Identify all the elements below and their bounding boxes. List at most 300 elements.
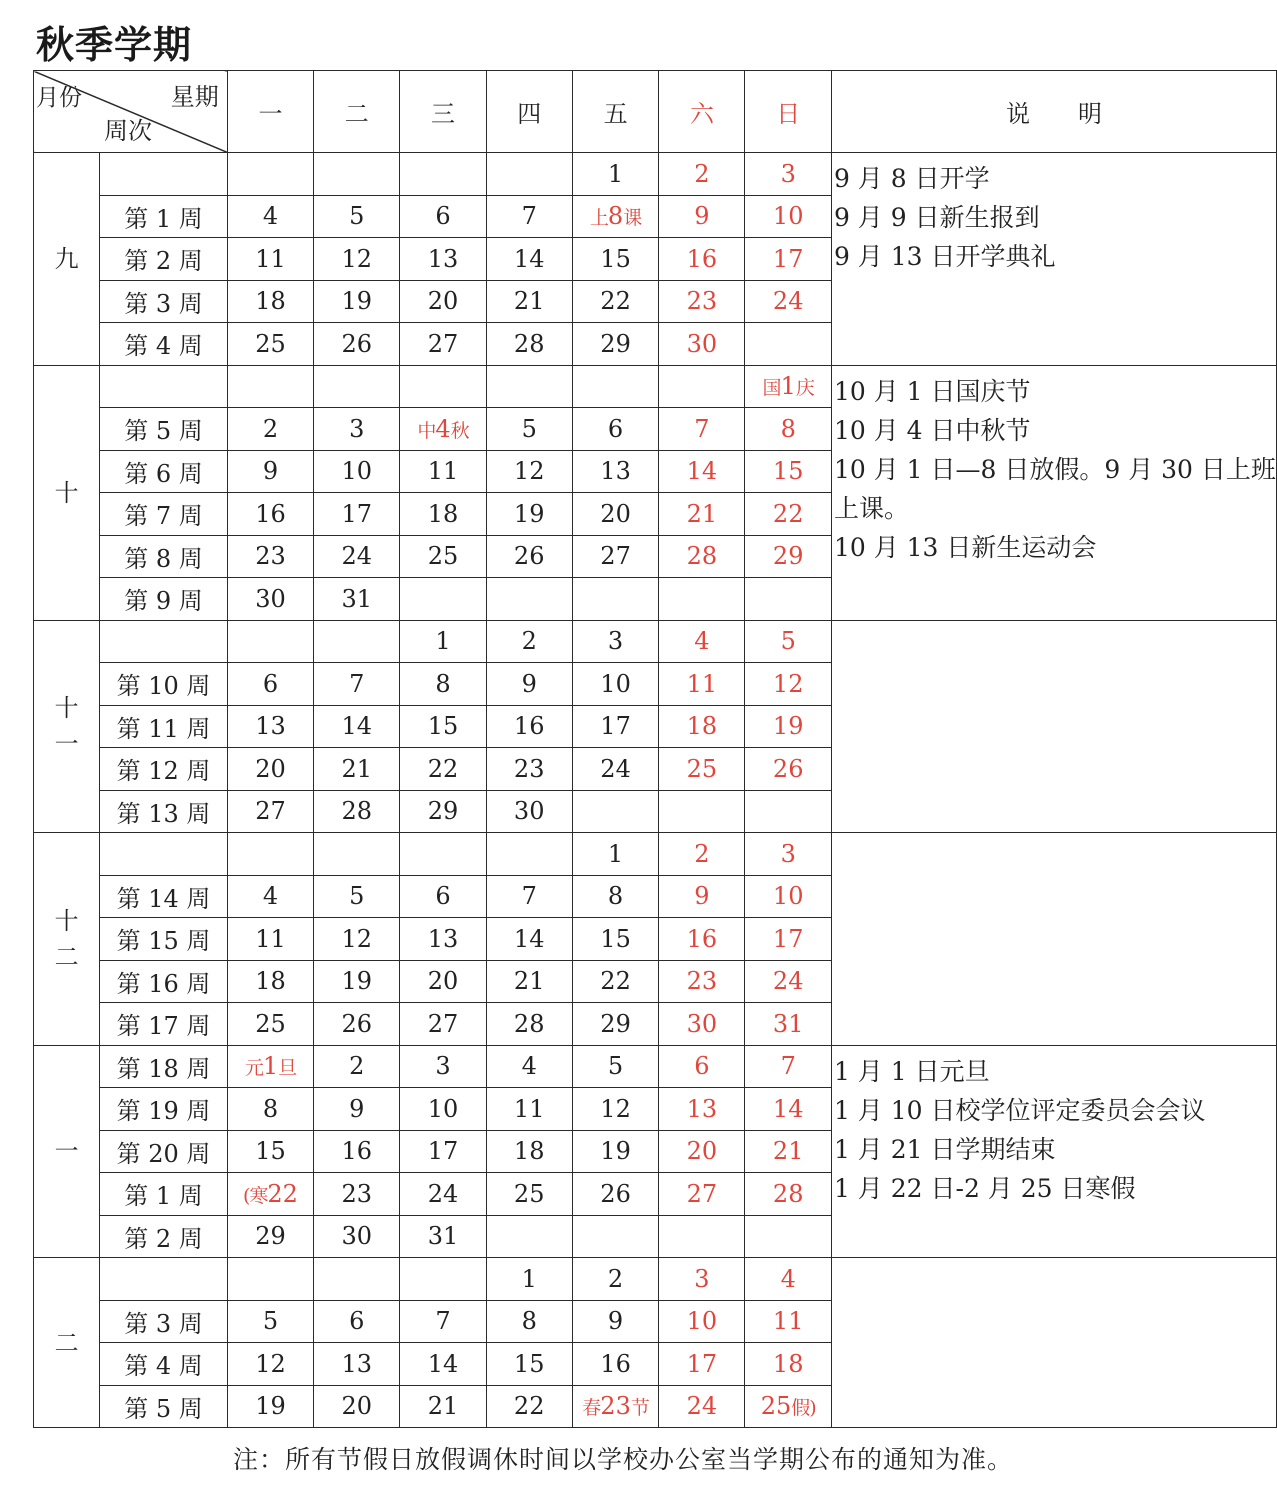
notes-cell [831,365,1276,620]
day-cell-thu: 14 [486,918,572,961]
day-cell-sun: 3 [745,833,831,876]
day-cell-fri: 24 [572,748,659,791]
day-cell-sun: 5 [745,620,831,663]
day-cell-thu: 21 [486,960,572,1003]
day-cell-mon: 11 [227,918,313,961]
day-header-wed: 三 [400,71,486,153]
day-cell-tue: 23 [314,1173,400,1216]
day-cell-mon: 16 [227,493,313,536]
day-cell-thu: 5 [486,408,572,451]
day-cell-mon: 27 [227,790,313,833]
day-cell-fri: 8 [572,875,659,918]
day-cell-thu: 11 [486,1088,572,1131]
day-cell-thu [486,365,572,408]
day-cell-sun: 14 [745,1088,831,1131]
day-header-fri: 五 [572,71,659,153]
day-cell-sat: 21 [659,493,745,536]
day-cell-tue [314,1258,400,1301]
day-header-thu: 四 [486,71,572,153]
day-cell-sun: 11 [745,1300,831,1343]
week-label: 第 5 周 [100,408,227,451]
day-cell-wed: 10 [400,1088,486,1131]
month-cell [34,1045,100,1258]
day-cell-fri [572,1215,659,1258]
week-label: 第 13 周 [100,790,227,833]
week-label: 第 4 周 [100,323,227,366]
week-row [34,1045,1277,1088]
day-cell-tue: 5 [314,875,400,918]
day-cell-sat: 23 [659,280,745,323]
month-name: 十 一 [54,694,79,759]
day-cell-wed: 24 [400,1173,486,1216]
notes-cell [831,1258,1276,1428]
day-cell-fri: 1 [572,833,659,876]
day-cell-fri [572,365,659,408]
week-label: 第 6 周 [100,450,227,493]
week-row [34,833,1277,876]
day-cell-sun: 10 [745,875,831,918]
day-cell-tue: 19 [314,960,400,1003]
day-cell-fri: 22 [572,280,659,323]
day-cell-wed: 11 [400,450,486,493]
week-row [34,620,1277,663]
week-label: 第 3 周 [100,1300,227,1343]
day-cell-mon: 12 [227,1343,313,1386]
day-header-sun: 日 [745,71,831,153]
day-cell-mon: 8 [227,1088,313,1131]
day-cell-fri: 19 [572,1130,659,1173]
day-cell-sat: 10 [659,1300,745,1343]
day-header-tue: 二 [314,71,400,153]
day-cell-tue: 5 [314,195,400,238]
notes-header: 说 明 [831,71,1276,153]
week-label: 第 7 周 [100,493,227,536]
day-cell-sat: 16 [659,238,745,281]
day-cell-sat: 14 [659,450,745,493]
week-label: 第 4 周 [100,1343,227,1386]
day-cell-mon: 4 [227,875,313,918]
note-line: 10 月 13 日新生运动会 [833,532,1097,562]
note-line: 1 月 10 日校学位评定委员会会议 [833,1095,1206,1125]
day-cell-wed: 29 [400,790,486,833]
day-cell-tue [314,365,400,408]
day-cell-sun: 7 [745,1045,831,1088]
month-name: 一 [54,1137,79,1166]
day-cell-fri: 27 [572,535,659,578]
day-cell-sun: 10 [745,195,831,238]
week-row [34,1258,1277,1301]
day-cell-sat: 30 [659,323,745,366]
day-cell-sat: 27 [659,1173,745,1216]
day-cell-thu: 1 [486,1258,572,1301]
day-cell-sun: 19 [745,705,831,748]
day-cell-fri [572,195,659,238]
day-cell-mon: 2 [227,408,313,451]
day-cell-tue: 3 [314,408,400,451]
day-number: 22 [267,1179,298,1208]
day-cell-wed: 25 [400,535,486,578]
day-cell-sun: 26 [745,748,831,791]
day-cell-thu: 26 [486,535,572,578]
day-cell-thu: 12 [486,450,572,493]
day-cell-tue: 28 [314,790,400,833]
day-cell-mon: 5 [227,1300,313,1343]
day-cell-sat [659,1215,745,1258]
day-cell-thu: 9 [486,663,572,706]
day-cell-mon: 4 [227,195,313,238]
day-cell-mon: 23 [227,535,313,578]
day-cell-thu: 23 [486,748,572,791]
day-cell-wed: 14 [400,1343,486,1386]
day-cell-sun: 18 [745,1343,831,1386]
day-cell-wed [400,833,486,876]
day-cell-sun [745,1385,831,1428]
day-cell-wed [400,578,486,621]
note-line: 上课。 [833,493,909,523]
day-cell-wed [400,1258,486,1301]
week-label: 第 2 周 [100,1215,227,1258]
day-cell-mon: 18 [227,280,313,323]
day-cell-fri: 17 [572,705,659,748]
day-cell-mon: 25 [227,323,313,366]
day-cell-wed: 27 [400,323,486,366]
day-cell-tue: 24 [314,535,400,578]
day-cell-sun [745,323,831,366]
day-cell-sun [745,365,831,408]
month-cell [34,1258,100,1428]
week-label: 第 10 周 [100,663,227,706]
notes-cell [831,1045,1276,1258]
day-cell-sat: 23 [659,960,745,1003]
notes-cell [831,153,1276,366]
month-cell [34,833,100,1046]
notes-cell [831,833,1276,1046]
day-cell-mon: 30 [227,578,313,621]
day-cell-fri: 3 [572,620,659,663]
day-cell-thu: 16 [486,705,572,748]
holiday-mark-left: (寒 [242,1184,268,1207]
day-cell-sun: 12 [745,663,831,706]
day-cell-mon: 19 [227,1385,313,1428]
day-cell-wed: 3 [400,1045,486,1088]
week-label [100,1258,227,1301]
day-cell-thu: 28 [486,323,572,366]
day-cell-sun: 3 [745,153,831,196]
day-cell-sun [745,790,831,833]
day-cell-sun [745,578,831,621]
day-cell-sun: 17 [745,918,831,961]
day-cell-thu: 30 [486,790,572,833]
header-row [34,71,1277,153]
week-label [100,153,227,196]
holiday-mark-right: 秋 [450,419,469,442]
day-cell-fri: 29 [572,1003,659,1046]
day-cell-sat: 25 [659,748,745,791]
day-cell-mon [227,1258,313,1301]
day-cell-tue: 12 [314,238,400,281]
day-cell-sat: 30 [659,1003,745,1046]
day-cell-mon [227,1045,313,1088]
day-cell-mon [227,620,313,663]
note-line: 1 月 22 日-2 月 25 日寒假 [833,1173,1136,1203]
day-cell-sat [659,790,745,833]
day-cell-wed: 7 [400,1300,486,1343]
day-number: 1 [780,372,796,401]
day-cell-sat: 24 [659,1385,745,1428]
day-cell-sat: 17 [659,1343,745,1386]
day-cell-wed: 8 [400,663,486,706]
day-cell-fri [572,578,659,621]
day-cell-tue: 16 [314,1130,400,1173]
day-cell-sun: 8 [745,408,831,451]
week-label: 第 15 周 [100,918,227,961]
day-cell-sun: 24 [745,960,831,1003]
month-name: 二 [54,1328,79,1357]
holiday-mark-left: 中 [417,419,436,442]
day-cell-tue: 31 [314,578,400,621]
day-number: 23 [600,1392,631,1421]
day-cell-tue: 9 [314,1088,400,1131]
day-cell-sat: 6 [659,1045,745,1088]
day-cell-sun [745,1215,831,1258]
holiday-mark-right: 假) [791,1397,816,1420]
day-number: 8 [607,202,624,231]
day-cell-sat: 9 [659,875,745,918]
note-line: 10 月 4 日中秋节 [833,415,1031,445]
week-label: 第 8 周 [100,535,227,578]
day-cell-fri: 29 [572,323,659,366]
day-cell-sun: 31 [745,1003,831,1046]
day-cell-sun: 24 [745,280,831,323]
month-cell [34,365,100,620]
day-cell-fri: 5 [572,1045,659,1088]
day-cell-wed: 13 [400,238,486,281]
note-line: 9 月 13 日开学典礼 [833,242,1056,271]
holiday-mark-left: 春 [582,1397,601,1420]
day-cell-thu: 15 [486,1343,572,1386]
day-cell-sat: 9 [659,195,745,238]
month-name: 十 [54,478,79,507]
day-cell-wed: 13 [400,918,486,961]
day-cell-thu: 8 [486,1300,572,1343]
page-title: 秋季学期 [36,23,193,67]
week-label: 第 14 周 [100,875,227,918]
day-cell-sat: 16 [659,918,745,961]
day-cell-thu: 21 [486,280,572,323]
day-cell-mon: 13 [227,705,313,748]
footnote: 注：所有节假日放假调休时间以学校办公室当学期公布的通知为准。 [233,1445,1014,1474]
weekday-column-label: 星期 [170,83,219,111]
week-label: 第 11 周 [100,705,227,748]
day-cell-sun: 15 [745,450,831,493]
day-cell-wed [400,153,486,196]
day-cell-tue: 26 [314,1003,400,1046]
day-cell-fri: 15 [572,238,659,281]
day-cell-sat: 11 [659,663,745,706]
day-cell-tue: 7 [314,663,400,706]
day-cell-mon: 11 [227,238,313,281]
day-cell-wed: 20 [400,280,486,323]
day-cell-sat: 18 [659,705,745,748]
holiday-mark-left: 元 [244,1057,263,1080]
day-cell-tue: 17 [314,493,400,536]
day-cell-fri: 13 [572,450,659,493]
day-cell-tue [314,620,400,663]
month-cell [34,153,100,366]
day-cell-sat: 2 [659,833,745,876]
day-cell-tue: 6 [314,1300,400,1343]
day-cell-mon: 9 [227,450,313,493]
month-name: 九 [54,244,79,273]
month-column-label: 月份 [36,85,82,111]
holiday-mark-right: 节 [630,1397,649,1420]
month-cell [34,620,100,833]
week-label [100,620,227,663]
week-label: 第 5 周 [100,1385,227,1428]
day-cell-mon: 6 [227,663,313,706]
day-cell-sun: 4 [745,1258,831,1301]
day-cell-sat: 13 [659,1088,745,1131]
day-cell-tue: 30 [314,1215,400,1258]
week-row [34,153,1277,196]
day-cell-wed [400,365,486,408]
day-cell-sun: 22 [745,493,831,536]
day-number: 1 [262,1052,279,1081]
day-cell-mon: 15 [227,1130,313,1173]
day-cell-mon [227,1173,313,1216]
day-number: 25 [760,1392,792,1421]
holiday-mark-right: 庆 [795,377,814,400]
holiday-mark-left: 上 [589,207,608,230]
holiday-mark-left: 国 [762,377,781,400]
day-cell-sat: 28 [659,535,745,578]
day-cell-fri: 1 [572,153,659,196]
day-cell-tue: 10 [314,450,400,493]
day-number: 4 [435,414,451,443]
day-cell-fri: 16 [572,1343,659,1386]
note-line: 10 月 1 日—8 日放假。9 月 30 日上班 [833,454,1276,484]
day-header-mon: 一 [227,71,313,153]
day-cell-thu: 28 [486,1003,572,1046]
day-cell-fri: 26 [572,1173,659,1216]
week-label: 第 9 周 [100,578,227,621]
day-cell-thu: 7 [486,195,572,238]
day-cell-tue: 19 [314,280,400,323]
day-cell-thu [486,578,572,621]
day-cell-thu: 4 [486,1045,572,1088]
holiday-mark-right: 课 [623,207,642,230]
day-cell-tue: 26 [314,323,400,366]
day-cell-sun: 28 [745,1173,831,1216]
day-cell-thu: 7 [486,875,572,918]
week-label: 第 2 周 [100,238,227,281]
day-cell-sun: 21 [745,1130,831,1173]
week-label: 第 19 周 [100,1088,227,1131]
note-line: 1 月 1 日元旦 [833,1056,990,1086]
day-cell-fri: 10 [572,663,659,706]
week-label: 第 18 周 [100,1045,227,1088]
day-cell-thu: 25 [486,1173,572,1216]
week-label [100,365,227,408]
day-cell-sat: 2 [659,153,745,196]
day-cell-tue: 20 [314,1385,400,1428]
day-cell-fri: 2 [572,1258,659,1301]
day-cell-fri: 15 [572,918,659,961]
day-cell-thu: 18 [486,1130,572,1173]
calendar-table [33,70,1277,1428]
day-cell-fri [572,790,659,833]
month-name: 十 二 [54,906,79,971]
day-cell-mon: 20 [227,748,313,791]
day-cell-wed: 6 [400,875,486,918]
day-cell-tue: 2 [314,1045,400,1088]
day-cell-wed [400,408,486,451]
day-cell-wed: 17 [400,1130,486,1173]
day-cell-tue: 12 [314,918,400,961]
day-cell-mon: 18 [227,960,313,1003]
day-cell-mon [227,153,313,196]
day-cell-sat: 20 [659,1130,745,1173]
day-cell-sun: 29 [745,535,831,578]
day-cell-wed: 1 [400,620,486,663]
day-cell-sat: 7 [659,408,745,451]
day-header-sat: 六 [659,71,745,153]
day-cell-thu [486,153,572,196]
day-cell-tue [314,833,400,876]
note-line: 9 月 8 日开学 [833,164,990,193]
day-cell-wed: 21 [400,1385,486,1428]
day-cell-fri: 20 [572,493,659,536]
day-cell-sat: 4 [659,620,745,663]
day-cell-fri: 9 [572,1300,659,1343]
day-cell-wed: 6 [400,195,486,238]
week-label: 第 1 周 [100,195,227,238]
holiday-mark-right: 旦 [278,1057,297,1080]
day-cell-tue [314,153,400,196]
week-row [34,365,1277,408]
week-label: 第 1 周 [100,1173,227,1216]
day-cell-tue: 13 [314,1343,400,1386]
day-cell-thu [486,1215,572,1258]
day-cell-tue: 21 [314,748,400,791]
day-cell-wed: 27 [400,1003,486,1046]
corner-header [34,71,228,153]
day-cell-thu [486,833,572,876]
note-line: 1 月 21 日学期结束 [833,1134,1056,1164]
day-cell-mon: 29 [227,1215,313,1258]
day-cell-thu: 2 [486,620,572,663]
day-cell-fri: 6 [572,408,659,451]
day-cell-thu: 19 [486,493,572,536]
day-cell-wed: 22 [400,748,486,791]
note-line: 9 月 9 日新生报到 [833,203,1040,232]
calendar-body [34,153,1277,1428]
day-cell-sat [659,365,745,408]
day-cell-sun: 17 [745,238,831,281]
day-cell-fri [572,1385,659,1428]
week-label [100,833,227,876]
day-cell-tue: 14 [314,705,400,748]
day-cell-sat [659,578,745,621]
day-cell-wed: 15 [400,705,486,748]
notes-cell [831,620,1276,833]
day-cell-mon: 25 [227,1003,313,1046]
note-line: 10 月 1 日国庆节 [833,376,1031,406]
week-label: 第 3 周 [100,280,227,323]
week-label: 第 20 周 [100,1130,227,1173]
day-cell-fri: 22 [572,960,659,1003]
day-cell-wed: 31 [400,1215,486,1258]
